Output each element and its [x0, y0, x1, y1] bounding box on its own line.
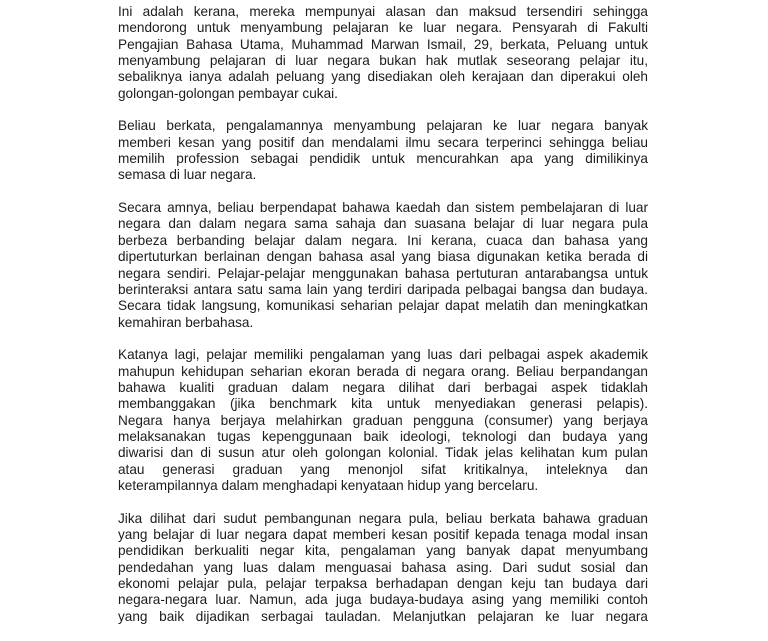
text-line: mendorong untuk menyambung pelajaran ke luar negara. Pensyarah di Fakulti	[118, 20, 648, 36]
text-line: keterampilannya dalam menghadapi kenyataan hidup yang bercelaru.	[118, 477, 539, 493]
text-line: Negara hanya berjaya melahirkan graduan pengguna (consumer) yang berjaya	[118, 412, 648, 428]
text-line: atau generasi graduan yang menonjol sifat kritikalnya, inteleknya dan	[118, 461, 648, 477]
document-page	[118, 4, 648, 641]
text-line: semasa di luar negara.	[118, 167, 257, 183]
text-line: dipertuturkan berlainan dengan bahasa asal yang biasa digunakan ketika berada di	[118, 249, 648, 265]
paragraph-3	[118, 200, 648, 331]
text-line: yang baik dijadikan serbagai tauladan. Melanjutkan pelajaran ke luar negara	[118, 608, 648, 624]
text-line: pendidikan berkualiti negar kita, pengalaman yang banyak dapat menyumbang	[118, 543, 648, 559]
text-line: yang belajar di luar negara dapat memberi kesan positif kepada tenaga modal insan	[118, 527, 648, 542]
text-line: negara dan dalam negara sama sahaja dan suasana belajar di luar negara pula	[118, 216, 648, 232]
text-line: Katanya lagi, pelajar memiliki pengalaman yang luas dari pelbagai aspek akademik	[118, 347, 648, 363]
text-line: memilih profession sebagai pendidik untuk mencurahkan apa yang dimilikinya	[118, 151, 648, 167]
paragraph-4	[118, 347, 648, 494]
text-line: Secara amnya, beliau berpendapat bahawa kaedah dan sistem pembelajaran di luar	[118, 200, 648, 216]
text-line: diwarisi dan di susun atur oleh golongan kolonial. Tidak jelas kelihatan kum pulan	[118, 445, 648, 461]
text-line: menyambung pelajaran di luar negara bukan hak mutlak seseorang pelajar itu,	[118, 53, 648, 69]
text-line: Beliau berkata, pengalamannya menyambung pelajaran ke luar negara banyak	[118, 118, 648, 134]
text-line: Secara tidak langsung, komunikasi seharian pelajar dapat melatih dan meningkatkan	[118, 298, 648, 314]
paragraph-5	[118, 511, 648, 625]
text-line: golongan-golongan pembayar cukai.	[118, 85, 338, 101]
text-line: memberi kesan yang positif dan mendalami ilmu secara terperinci sehingga beliau	[118, 134, 648, 150]
text-line: kemahiran berbahasa.	[118, 314, 254, 330]
paragraph-2	[118, 118, 648, 183]
text-line: berinteraksi antara satu sama lain yang terdiri daripada pelbagai bangsa dan budaya.	[118, 281, 648, 297]
paragraph-1	[118, 4, 648, 102]
text-line: negara sendiri. Pelajar-pelajar menggunakan bahasa pertuturan antarabangsa untuk	[118, 265, 648, 281]
text-line: negara-negara luar. Namun, ada juga budaya-budaya asing yang memiliki contoh	[118, 592, 648, 608]
text-line: ekonomi pelajar pula, pelajar terpaksa berhadapan dengan keju tan budaya dari	[118, 576, 648, 592]
text-line: pendedahan yang luas dalam menguasai bahasa asing. Dari sudut sosial dan	[118, 559, 648, 575]
text-line: Pengajian Bahasa Utama, Muhammad Marwan Ismail, 29, berkata, Peluang untuk	[118, 36, 648, 52]
text-line: sebaliknya ianya adalah peluang yang disediakan oleh kerajaan dan diperakui oleh	[118, 69, 648, 85]
text-line: membanggakan (jika benchmark kita untuk menyediakan generasi pelapis).	[118, 396, 648, 412]
text-line: mahupun kehidupan seharian ekoran berada di negara orang. Beliau berpandangan	[118, 363, 648, 379]
text-line: Ini adalah kerana, mereka mempunyai alasan dan maksud tersendiri sehingga	[118, 4, 648, 19]
text-line: bahawa kualiti graduan dalam negara dilihat dari berbagai aspek tidaklah	[118, 379, 648, 395]
text-line: melaksanakan tugas kepenggunaan baik ideologi, teknologi dan budaya yang	[118, 428, 648, 444]
text-line: berbeza berbanding belajar dalam negara. Ini kerana, cuaca dan bahasa yang	[118, 232, 648, 248]
text-line: Jika dilihat dari sudut pembangunan negara pula, beliau berkata bahawa graduan	[118, 510, 648, 526]
